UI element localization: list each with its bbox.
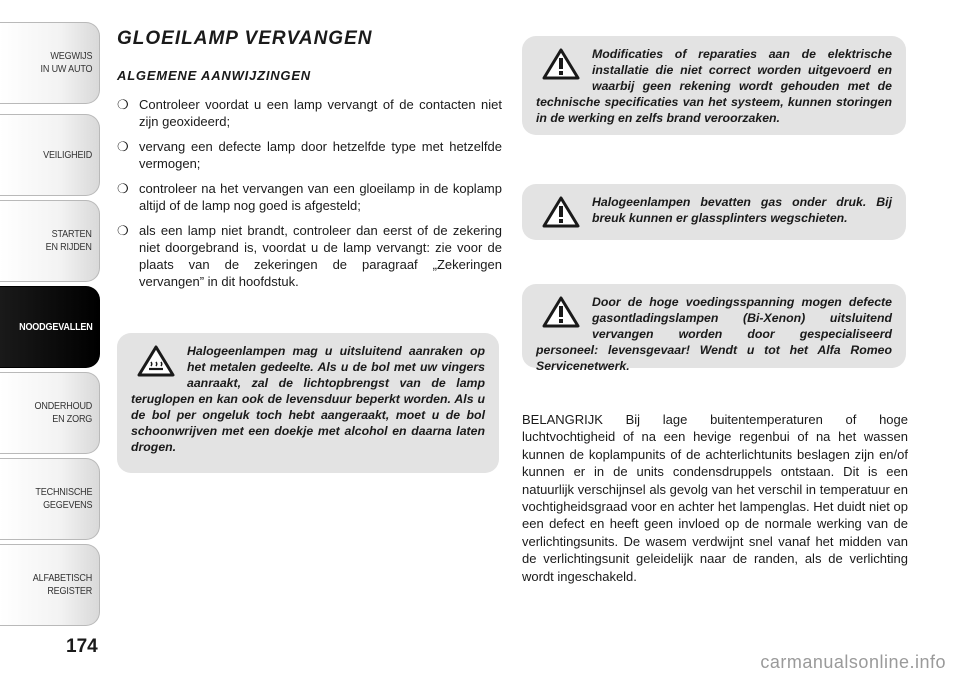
tab-label: TECHNISCHE GEGEVENS (35, 486, 93, 511)
list-item (117, 138, 502, 172)
circle-bullet-icon: ❍ (117, 139, 129, 154)
tab-label: ALFABETISCH REGISTER (32, 572, 93, 597)
tab-register[interactable] (0, 544, 100, 626)
exclamation-warning-icon (536, 46, 586, 82)
list-item-text: vervang een defecte lamp door hetzelfde type met hetzelfde vermogen; (139, 139, 502, 171)
tab-label: NOODGEVALLEN (18, 320, 93, 333)
tab-label: ONDERHOUD EN ZORG (34, 400, 93, 425)
tab-starten[interactable] (0, 200, 100, 282)
watermark: carmanualsonline.info (760, 652, 946, 672)
tab-onderhoud[interactable] (0, 372, 100, 454)
tab-noodgevallen[interactable] (0, 286, 100, 368)
list-item (117, 222, 502, 290)
warning-text: Modificaties of reparaties aan de elektrische installatie die niet correct worden uitgevoerd en waarbij geen rekening wordt gehouden met de technische specificaties van het systeem, kunnen storingen in de werking en zelfs brand veroorzaken. (536, 47, 892, 125)
warning-box-handling (117, 333, 499, 473)
list-item-text: controleer na het vervangen van een gloeilamp in de koplamp altijd of de lamp nog goed is afgesteld; (139, 181, 502, 213)
warning-box-xenon (522, 284, 906, 373)
exclamation-warning-icon (536, 294, 586, 330)
tab-label: STARTEN EN RIJDEN (46, 228, 93, 253)
tab-technische[interactable] (0, 458, 100, 540)
page-title: GLOEILAMP VERVANGEN (117, 28, 373, 49)
important-note: BELANGRIJK Bij lage buitentemperaturen of hoge luchtvochtigheid of na een hevige regenbui of na het wassen kunnen de koplampunits of de achterlichtunits beslagen zijn en/of kunnen er in de units condensdruppels ontstaan. Dit is een natuurlijk verschijnsel als gevolg van het verschil in temperatuur en vochtigheidsgraad voor en achter het lampenglas. Het duidt niet op een defect en heeft geen invloed op de normale werking van de verlichtingsunits. De wasem verdwijnt snel vanaf het midden van de verlichtingsunit geleidelijk naar de randen, als de verlichting wordt ingeschakeld. (522, 412, 908, 584)
tab-veiligheid[interactable] (0, 114, 100, 196)
warning-box-modifications (522, 36, 906, 135)
instruction-list (117, 96, 502, 298)
list-item-text: als een lamp niet brandt, controleer dan eerst of de zekering niet doorgebrand is, voordat u de lamp vervangt: zie voor de plaats van de zekeringen de paragraaf „Zekeringen vervangen” in dit hoofdstuk. (139, 223, 502, 289)
warning-text: Halogeenlampen bevatten gas onder druk. Bij breuk kunnen er glassplinters wegschieten. (592, 195, 892, 225)
warning-text: Door de hoge voedingsspanning mogen defecte gasontladingslampen (Bi-Xenon) uitsluitend vervangen worden door gespecialiseerd personeel: levensgevaar! Wendt u tot het Alfa Romeo Servicenetwerk. (536, 295, 892, 373)
warning-text: Halogeenlampen mag u uitsluitend aanraken op het metalen gedeelte. Als u de bol met uw vingers aanraakt, zal de lichtopbrengst van de lamp teruglopen en kan ook de levensduur beperkt worden. Als u de bol per ongeluk toch hebt aangeraakt, moet u de bol schoonwrijven met een doekje met alcohol en daarna laten drogen. (131, 344, 485, 454)
circle-bullet-icon: ❍ (117, 223, 129, 238)
tab-wegwijs[interactable] (0, 22, 100, 104)
list-item-text: Controleer voordat u een lamp vervangt of de contacten niet zijn geoxideerd; (139, 97, 502, 129)
circle-bullet-icon: ❍ (117, 97, 129, 112)
tab-label: WEGWIJS IN UW AUTO (40, 50, 93, 75)
section-subtitle: ALGEMENE AANWIJZINGEN (117, 68, 311, 83)
warning-box-gas-pressure (522, 184, 906, 240)
list-item (117, 96, 502, 130)
circle-bullet-icon: ❍ (117, 181, 129, 196)
list-item (117, 180, 502, 214)
hot-surface-warning-icon (131, 343, 181, 379)
exclamation-warning-icon (536, 194, 586, 230)
page-number: 174 (66, 636, 98, 657)
tab-label: VEILIGHEID (43, 148, 93, 161)
